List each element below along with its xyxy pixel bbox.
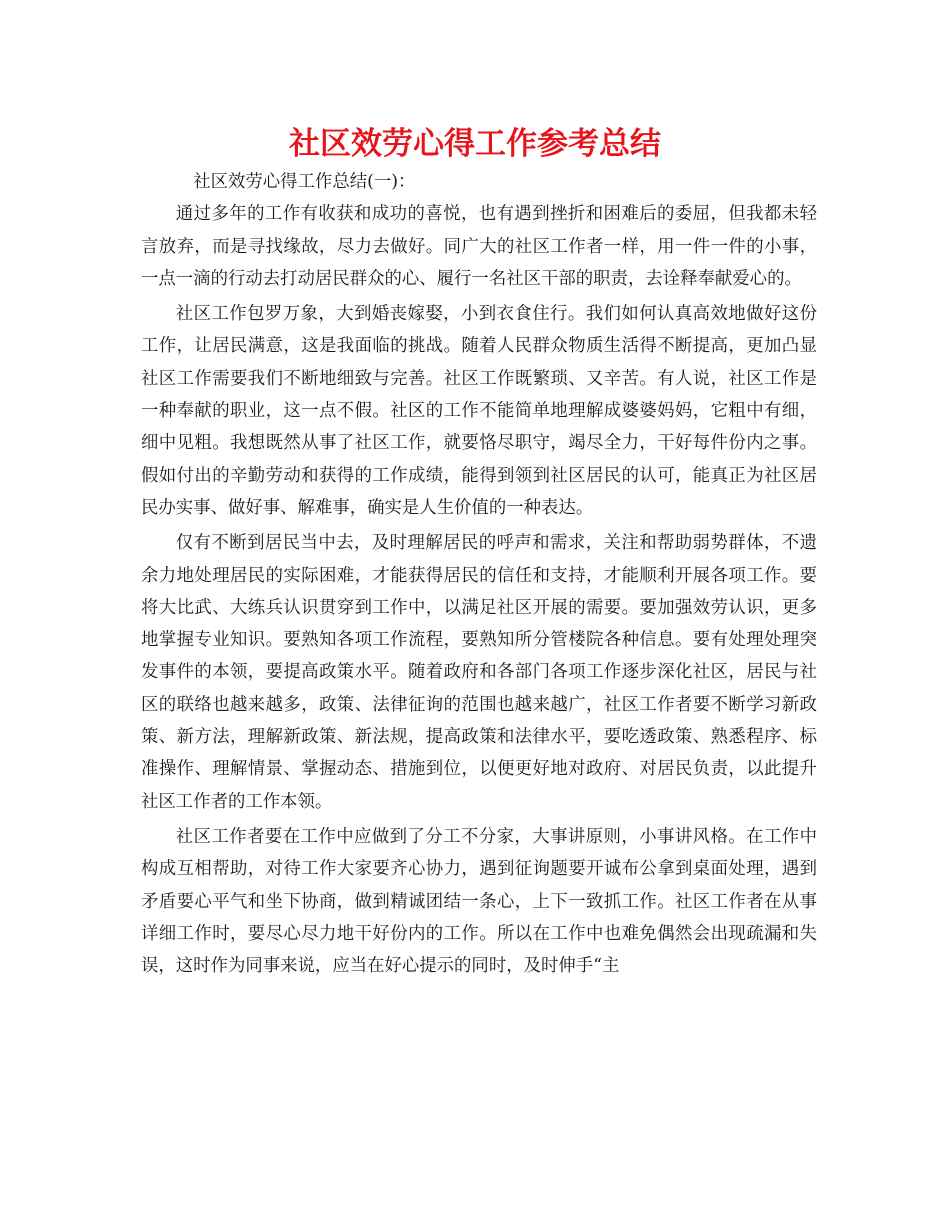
paragraph-4: 社区工作者要在工作中应做到了分工不分家，大事讲原则，小事讲风格。在工作中构成互相帮助，对待工作大家要齐心协力，遇到征询题要开诚布公拿到桌面处理，遇到矛盾要心平气和坐下协商，做到精诚团结一条心，上下一致抓工作。社区工作者在从事详细工作时，要尽心尽力地干好份内的工作。所以在工作中也难免偶然会出现疏漏和失误，这时作为同事来说，应当在好心提示的同时，及时伸手“主 — [141, 826, 817, 977]
paragraph-2: 社区工作包罗万象，大到婚丧嫁娶，小到衣食住行。我们如何认真高效地做好这份工作，让居民满意，这是我面临的挑战。随着人民群众物质生活得不断提高，更加凸显社区工作需要我们不断地细致与完善。社区工作既繁琐、又辛苦。有人说，社区工作是一种奉献的职业，这一点不假。社区的工作不能简单地理解成婆婆妈妈，它粗中有细，细中见粗。我想既然从事了社区工作，就要恪尽职守，竭尽全力，干好每件份内之事。假如付出的辛勤劳动和获得的工作成绩，能得到领到社区居民的认可，能真正为社区居民办实事、做好事、解难事，确实是人生价值的一种表达。 — [141, 304, 817, 518]
section-subtitle: 社区效劳心得工作总结(一)： — [193, 172, 416, 192]
document-body — [141, 166, 817, 985]
paragraph-1: 通过多年的工作有收获和成功的喜悦，也有遇到挫折和困难后的委屈，但我都未轻言放弃，而是寻找缘故，尽力去做好。同广大的社区工作者一样，用一件一件的小事，一点一滴的行动去打动居民群众的心、履行一名社区干部的职责，去诠释奉献爱心的。 — [141, 204, 817, 289]
document-title: 社区效劳心得工作参考总结 — [289, 126, 661, 162]
paragraph-3: 仅有不断到居民当中去，及时理解居民的呼声和需求，关注和帮助弱势群体，不遗余力地处理居民的实际困难，才能获得居民的信任和支持，才能顺利开展各项工作。要将大比武、大练兵认识贯穿到工作中，以满足社区开展的需要。要加强效劳认识，更多地掌握专业知识。要熟知各项工作流程，要熟知所分管楼院各种信息。要有处理处理突发事件的本领，要提高政策水平。随着政府和各部门各项工作逐步深化社区，居民与社区的联络也越来越多，政策、法律征询的范围也越来越广，社区工作者要不断学习新政策、新方法，理解新政策、新法规，提高政策和法律水平，要吃透政策、熟悉程序、标准操作、理解情景、掌握动态、措施到位，以便更好地对政府、对居民负责，以此提升社区工作者的工作本领。 — [141, 533, 817, 812]
